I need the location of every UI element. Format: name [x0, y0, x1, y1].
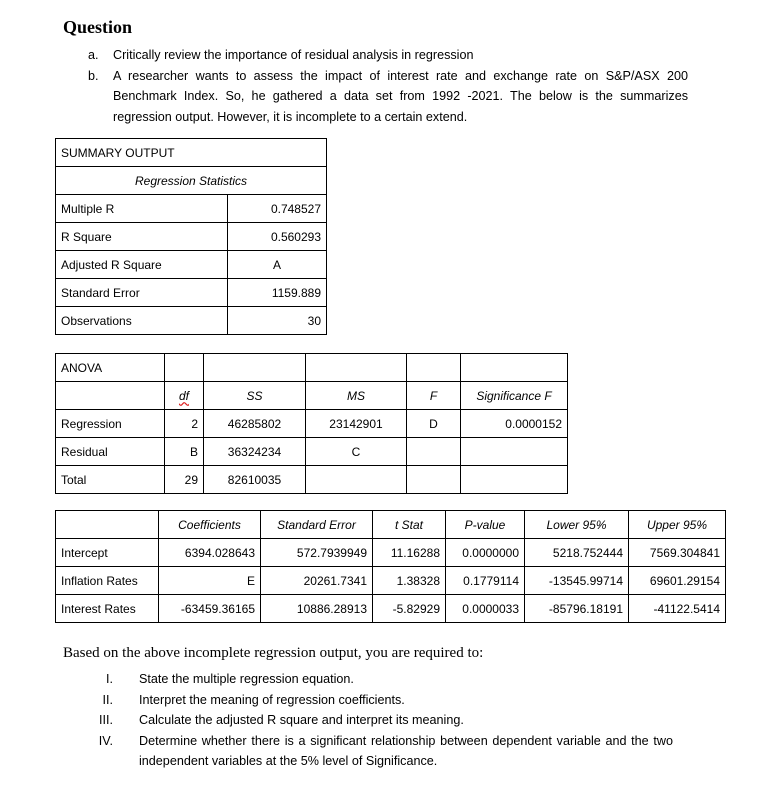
stat-label: R Square [56, 223, 228, 251]
empty-cell [165, 354, 204, 382]
anova-title: ANOVA [56, 354, 165, 382]
requirement-item [63, 710, 673, 731]
ms-cell [306, 466, 407, 494]
table-row [56, 251, 327, 279]
lower95-cell: -85796.18191 [525, 595, 629, 623]
empty-cell [306, 354, 407, 382]
ss-cell: 36324234 [204, 438, 306, 466]
pvalue-cell: 0.0000033 [446, 595, 525, 623]
sig-cell [461, 466, 568, 494]
f-cell [407, 466, 461, 494]
source-cell: Residual [56, 438, 165, 466]
table-row [56, 279, 327, 307]
table-row [56, 307, 327, 335]
ms-cell: C [306, 438, 407, 466]
requirement-item [63, 669, 673, 690]
header-cell: Standard Error [261, 511, 373, 539]
ss-cell: 46285802 [204, 410, 306, 438]
table-header-row [56, 511, 726, 539]
header-cell: Upper 95% [629, 511, 726, 539]
requirement-label: III. [99, 713, 113, 727]
df-header: df [178, 388, 189, 403]
lower95-cell: -13545.99714 [525, 567, 629, 595]
question-heading: Question [63, 17, 133, 37]
table-row [56, 438, 568, 466]
upper95-cell: 7569.304841 [629, 539, 726, 567]
coef-cell: 6394.028643 [159, 539, 261, 567]
upper95-cell: -41122.5414 [629, 595, 726, 623]
anova-table [55, 353, 568, 494]
table-row [56, 595, 726, 623]
df-cell: 2 [165, 410, 204, 438]
f-cell [407, 438, 461, 466]
variable-cell: Intercept [56, 539, 159, 567]
header-cell [165, 382, 204, 410]
sig-cell: 0.0000152 [461, 410, 568, 438]
stat-label: Adjusted R Square [56, 251, 228, 279]
tstat-cell: 1.38328 [373, 567, 446, 595]
source-cell: Regression [56, 410, 165, 438]
variable-cell: Inflation Rates [56, 567, 159, 595]
df-cell: 29 [165, 466, 204, 494]
header-cell: P-value [446, 511, 525, 539]
upper95-cell: 69601.29154 [629, 567, 726, 595]
requirement-text: Interpret the meaning of regression coefficients. [139, 692, 405, 707]
question-text: Critically review the importance of residual analysis in regression [113, 48, 474, 62]
empty-cell [204, 354, 306, 382]
header-cell: F [407, 382, 461, 410]
se-cell: 572.7939949 [261, 539, 373, 567]
header-cell: t Stat [373, 511, 446, 539]
coefficients-table [55, 510, 726, 623]
ms-cell: 23142901 [306, 410, 407, 438]
question-item-a [88, 45, 688, 66]
stat-value: 1159.889 [228, 279, 327, 307]
pvalue-cell: 0.0000000 [446, 539, 525, 567]
stat-label: Multiple R [56, 195, 228, 223]
requirement-text: Calculate the adjusted R square and interpret its meaning. [139, 713, 464, 727]
stat-value: 30 [228, 307, 327, 335]
se-cell: 20261.7341 [261, 567, 373, 595]
question-label: b. [88, 68, 99, 83]
stat-value: A [228, 251, 327, 279]
lower95-cell: 5218.752444 [525, 539, 629, 567]
stat-value: 0.748527 [228, 195, 327, 223]
requirements-title: Based on the above incomplete regression output, you are required to: [63, 645, 484, 661]
question-label: a. [88, 48, 99, 62]
coef-cell: -63459.36165 [159, 595, 261, 623]
requirements-list [63, 669, 673, 772]
table-header-row [56, 382, 568, 410]
header-cell [56, 382, 165, 410]
summary-output-table [55, 138, 327, 335]
tstat-cell: -5.82929 [373, 595, 446, 623]
tstat-cell: 11.16288 [373, 539, 446, 567]
header-cell [56, 511, 159, 539]
f-cell: D [407, 410, 461, 438]
requirement-text: Determine whether there is a significant relationship between dependent variable and the two independent variables at the 5% level of Significance. [139, 733, 673, 768]
variable-cell: Interest Rates [56, 595, 159, 623]
summary-title: SUMMARY OUTPUT [56, 139, 327, 167]
table-row [56, 195, 327, 223]
source-cell: Total [56, 466, 165, 494]
question-list [88, 45, 688, 127]
requirement-label: I. [106, 672, 113, 686]
header-cell: Coefficients [159, 511, 261, 539]
header-cell: Significance F [461, 382, 568, 410]
header-cell: Lower 95% [525, 511, 629, 539]
requirement-item [63, 731, 673, 772]
table-row [56, 466, 568, 494]
requirement-label: IV. [98, 733, 113, 748]
question-text: A researcher wants to assess the impact of interest rate and exchange rate on S&P/ASX 200 Benchmark Index. So, he gathered a data set from 1992 -2021. The below is the summarizes regression output. However, it is incomplete to a certain extend. [113, 68, 688, 124]
empty-cell [407, 354, 461, 382]
requirement-label: II. [102, 692, 113, 707]
ss-cell: 82610035 [204, 466, 306, 494]
question-item-b [88, 66, 688, 128]
df-cell: B [165, 438, 204, 466]
requirement-item [63, 690, 673, 711]
header-cell: SS [204, 382, 306, 410]
empty-cell [461, 354, 568, 382]
se-cell: 10886.28913 [261, 595, 373, 623]
requirement-text: State the multiple regression equation. [139, 672, 354, 686]
stat-value: 0.560293 [228, 223, 327, 251]
table-row [56, 223, 327, 251]
table-row [56, 410, 568, 438]
table-row [56, 354, 568, 382]
regression-statistics-heading: Regression Statistics [56, 167, 327, 195]
table-row [56, 539, 726, 567]
header-cell: MS [306, 382, 407, 410]
sig-cell [461, 438, 568, 466]
table-row [56, 567, 726, 595]
pvalue-cell: 0.1779114 [446, 567, 525, 595]
coef-cell: E [159, 567, 261, 595]
stat-label: Standard Error [56, 279, 228, 307]
stat-label: Observations [56, 307, 228, 335]
